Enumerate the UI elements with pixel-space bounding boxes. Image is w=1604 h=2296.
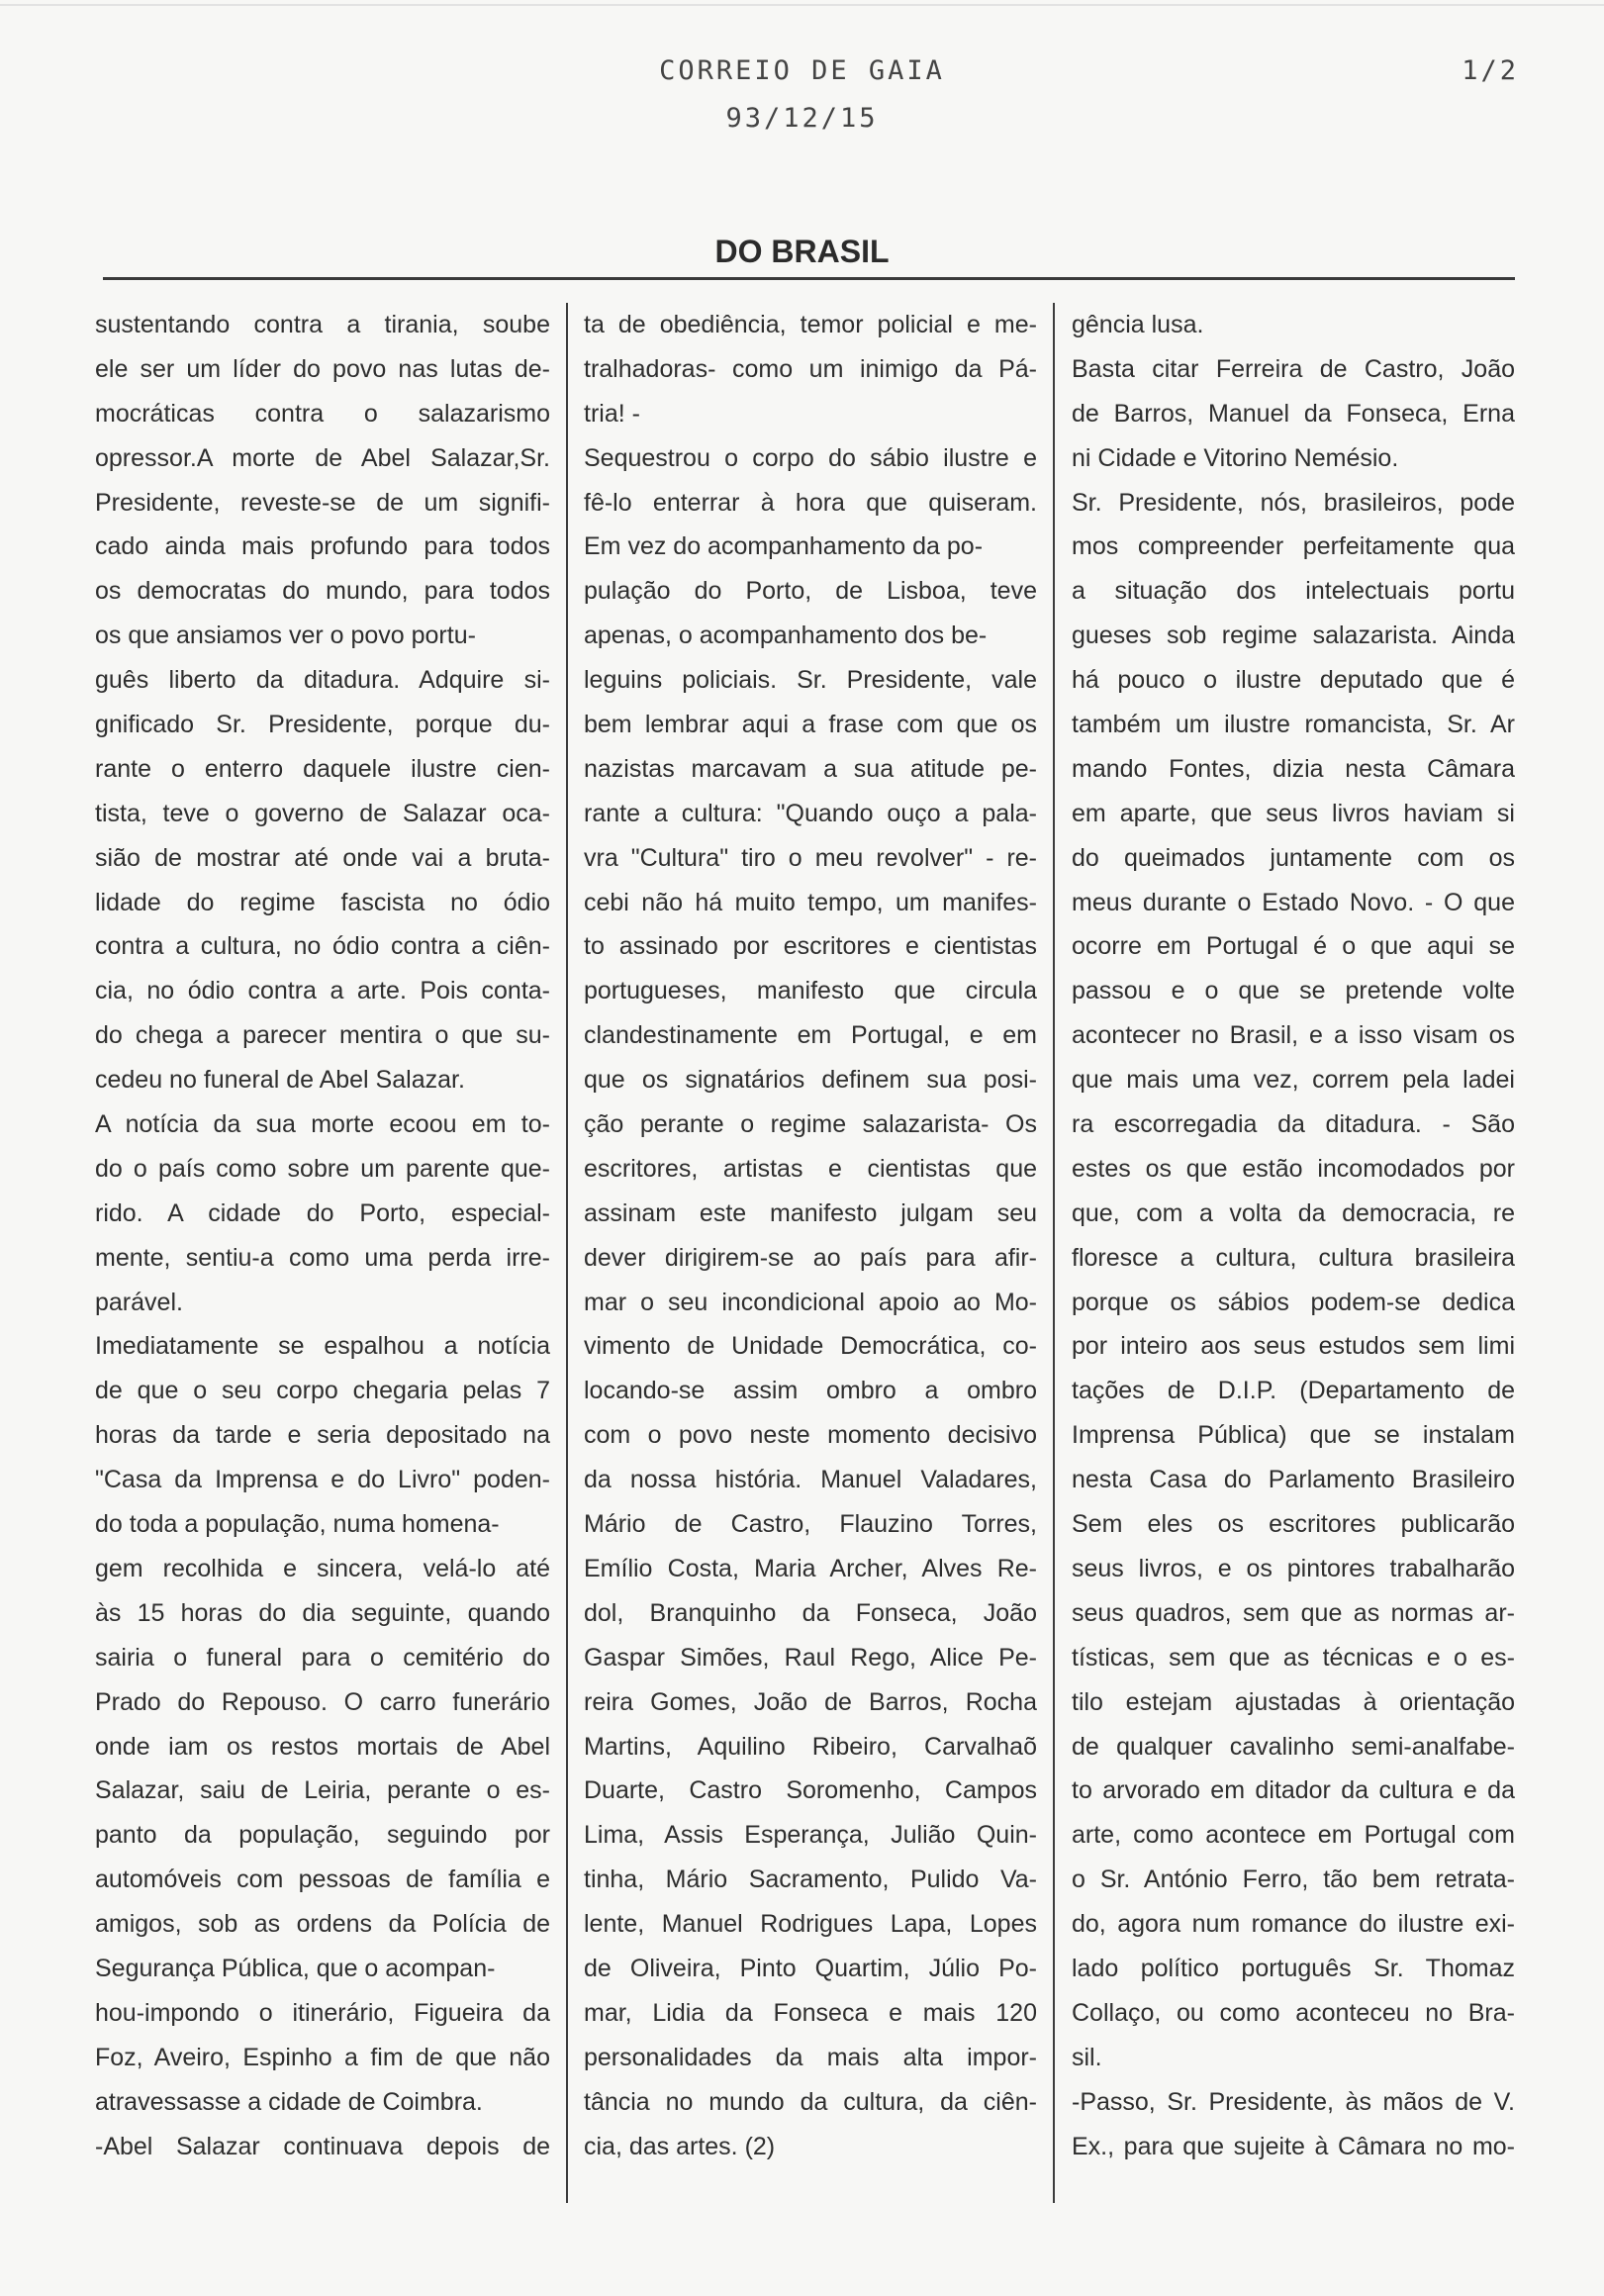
text-line: panto da população, seguindo por (95, 1821, 550, 1850)
text-line: ocorre em Portugal é o que aqui se (1072, 932, 1515, 961)
text-line: Martins, Aquilino Ribeiro, Carvalhaõ (584, 1732, 1037, 1761)
text-line: gência lusa. (1072, 311, 1204, 338)
text-line: portugueses, manifesto que circula (584, 977, 1037, 1005)
text-line: "Casa da Imprensa e do Livro" poden- (95, 1466, 550, 1494)
text-line: com o povo neste momento decisivo (584, 1421, 1037, 1450)
text-line: atravessasse a cidade de Coimbra. (95, 2087, 483, 2116)
text-line: Salazar, saiu de Leiria, perante o es- (95, 1776, 550, 1805)
text-line: Mário de Castro, Flauzino Torres, (584, 1510, 1037, 1539)
text-line: Gaspar Simões, Raul Rego, Alice Pe- (584, 1643, 1037, 1672)
text-line: ni Cidade e Vitorino Nemésio. (1072, 443, 1399, 472)
text-line: personalidades da mais alta impor- (584, 2043, 1037, 2071)
text-line: também um ilustre romancista, Sr. Ar (1072, 711, 1515, 739)
text-line: Duarte, Castro Soromenho, Campos (584, 1776, 1037, 1805)
text-line: Sem eles os escritores publicarão (1072, 1510, 1515, 1539)
section-divider (103, 277, 1515, 280)
text-line: cebi não há muito tempo, um manifes- (584, 888, 1037, 916)
text-line: cia, das artes. (2) (584, 2132, 776, 2160)
text-line: sil. (1072, 2043, 1102, 2071)
text-line: floresce a cultura, cultura brasileira (1072, 1243, 1515, 1272)
text-line: de Oliveira, Pinto Quartim, Júlio Po- (584, 1954, 1037, 1982)
text-line: do toda a população, numa homena- (95, 1510, 500, 1539)
text-line: porque os sábios podem-se dedica (1072, 1288, 1515, 1316)
text-line: tilo estejam ajustadas à orientação (1072, 1687, 1515, 1716)
text-line: do, agora num romance do ilustre exi- (1072, 1910, 1515, 1939)
text-line: onde iam os restos mortais de Abel (95, 1732, 550, 1761)
text-line: apenas, o acompanhamento dos be- (584, 622, 988, 650)
text-line: sustentando contra a tirania, soube (95, 311, 550, 338)
text-line: leguins policiais. Sr. Presidente, vale (584, 666, 1037, 695)
article-column-3 (1072, 303, 1515, 2183)
article-column-2 (584, 303, 1037, 2183)
text-line: Collaço, ou como aconteceu no Bra- (1072, 1998, 1515, 2027)
text-line: clandestinamente em Portugal, e em (584, 1021, 1037, 1050)
text-line: tações de D.I.P. (Departamento de (1072, 1377, 1515, 1405)
text-line: tralhadoras- como um inimigo da Pá- (584, 354, 1037, 383)
text-line: os que ansiamos ver o povo portu- (95, 622, 476, 650)
text-line: lado político português Sr. Thomaz (1072, 1954, 1515, 1982)
text-line: estes os que estão incomodados por (1072, 1154, 1515, 1183)
text-line: Sequestrou o corpo do sábio ilustre e (584, 443, 1037, 472)
text-line: vra "Cultura" tiro o meu revolver" - re- (584, 843, 1037, 872)
text-line: meus durante o Estado Novo. - O que (1072, 888, 1515, 916)
text-line: do queimados juntamente com os (1072, 843, 1515, 872)
text-line: Sr. Presidente, nós, brasileiros, pode (1072, 488, 1515, 517)
text-line: da nossa história. Manuel Valadares, (584, 1466, 1037, 1494)
article-column-1 (95, 303, 550, 2183)
text-line: lente, Manuel Rodrigues Lapa, Lopes (584, 1910, 1037, 1939)
text-line: Emílio Costa, Maria Archer, Alves Re- (584, 1554, 1037, 1582)
text-line: parável. (95, 1288, 183, 1316)
issue-date: 93/12/15 (725, 103, 879, 134)
text-line: locando-se assim ombro a ombro (584, 1377, 1037, 1405)
text-line: do o país como sobre um parente que- (95, 1154, 550, 1183)
text-line: mando Fontes, dizia nesta Câmara (1072, 754, 1515, 783)
text-line: vimento de Unidade Democrática, co- (584, 1332, 1037, 1361)
text-line: cedeu no funeral de Abel Salazar. (95, 1066, 465, 1095)
text-line: automóveis com pessoas de família e (95, 1866, 550, 1894)
text-line: opressor.A morte de Abel Salazar,Sr. (95, 443, 550, 472)
text-line: tria! - (584, 399, 640, 428)
text-line: to arvorado em ditador da cultura e da (1072, 1776, 1515, 1805)
text-line: rante o enterro daquele ilustre cien- (95, 754, 550, 783)
column-divider (1053, 303, 1055, 2203)
text-line: guês liberto da ditadura. Adquire si- (95, 666, 550, 695)
text-line: ele ser um líder do povo nas lutas de- (95, 354, 550, 383)
text-line: de Barros, Manuel da Fonseca, Erna (1072, 399, 1515, 428)
text-line: pulação do Porto, de Lisboa, teve (584, 577, 1037, 606)
text-line: que os signatários definem sua posi- (584, 1066, 1037, 1095)
text-line: cia, no ódio contra a arte. Pois conta- (95, 977, 550, 1005)
text-line: dol, Branquinho da Fonseca, João (584, 1598, 1037, 1627)
text-line: de qualquer cavalinho semi-analfabe- (1072, 1732, 1515, 1761)
text-line: Segurança Pública, que o acompan- (95, 1954, 496, 1982)
text-line: mos compreender perfeitamente qua (1072, 532, 1515, 561)
section-title: DO BRASIL (714, 234, 890, 269)
text-line: mar, Lidia da Fonseca e mais 120 (584, 1998, 1037, 2027)
text-line: A notícia da sua morte ecoou em to- (95, 1110, 550, 1139)
text-line: assinam este manifesto julgam seu (584, 1198, 1037, 1227)
text-line: passou e o que se pretende volte (1072, 977, 1515, 1005)
text-line: nazistas marcavam a sua atitude pe- (584, 754, 1037, 783)
text-line: tista, teve o governo de Salazar oca- (95, 799, 550, 827)
text-line: às 15 horas do dia seguinte, quando (95, 1598, 550, 1627)
text-line: que mais uma vez, correm pela ladei (1072, 1066, 1515, 1095)
masthead (0, 55, 1604, 150)
text-line: bem lembrar aqui a frase com que os (584, 711, 1037, 739)
text-line: rante a cultura: "Quando ouço a pala- (584, 799, 1037, 827)
text-line: em aparte, que seus livros haviam si (1072, 799, 1515, 827)
text-line: -Passo, Sr. Presidente, às mãos de V. (1072, 2087, 1515, 2116)
text-line: por inteiro aos seus estudos sem limi (1072, 1332, 1515, 1361)
text-line: gueses sob regime salazarista. Ainda (1072, 622, 1515, 650)
page-number: 1/2 (1462, 55, 1519, 86)
text-line: Presidente, reveste-se de um signifi- (95, 488, 550, 517)
text-line: de que o seu corpo chegaria pelas 7 (95, 1377, 550, 1405)
text-line: cado ainda mais profundo para todos (95, 532, 550, 561)
text-line: Basta citar Ferreira de Castro, João (1072, 354, 1515, 383)
text-line: escritores, artistas e cientistas que (584, 1154, 1037, 1183)
text-line: Ex., para que sujeite à Câmara no mo- (1072, 2132, 1515, 2160)
top-border-line (0, 4, 1604, 6)
text-line: tância no mundo da cultura, da ciên- (584, 2087, 1037, 2116)
text-line: gnificado Sr. Presidente, porque du- (95, 711, 550, 739)
text-line: rido. A cidade do Porto, especial- (95, 1198, 550, 1227)
text-line: Imediatamente se espalhou a notícia (95, 1332, 550, 1361)
column-divider (566, 303, 568, 2203)
text-line: os democratas do mundo, para todos (95, 577, 550, 606)
text-line: que, com a volta da democracia, re (1072, 1198, 1515, 1227)
text-line: contra a cultura, no ódio contra a ciên- (95, 932, 550, 961)
text-line: reira Gomes, João de Barros, Rocha (584, 1687, 1037, 1716)
text-line: to assinado por escritores e cientistas (584, 932, 1037, 961)
text-line: ção perante o regime salazarista- Os (584, 1110, 1037, 1139)
text-line: horas da tarde e seria depositado na (95, 1421, 550, 1450)
text-line: nesta Casa do Parlamento Brasileiro (1072, 1466, 1515, 1494)
text-line: sairia o funeral para o cemitério do (95, 1643, 550, 1672)
text-line: amigos, sob as ordens da Polícia de (95, 1910, 550, 1939)
text-line: a situação dos intelectuais portu (1072, 577, 1515, 606)
text-line: mar o seu incondicional apoio ao Mo- (584, 1288, 1037, 1316)
text-line: Foz, Aveiro, Espinho a fim de que não (95, 2043, 550, 2071)
text-line: tinha, Mário Sacramento, Pulido Va- (584, 1866, 1037, 1894)
text-line: -Abel Salazar continuava depois de (95, 2132, 550, 2160)
text-line: arte, como acontece em Portugal com (1072, 1821, 1515, 1850)
text-line: há pouco o ilustre deputado que é (1072, 666, 1515, 695)
text-line: lidade do regime fascista no ódio (95, 888, 550, 916)
text-line: tísticas, sem que as técnicas e o es- (1072, 1643, 1515, 1672)
text-line: ta de obediência, temor policial e me- (584, 311, 1037, 338)
text-line: seus quadros, sem que as normas ar- (1072, 1598, 1515, 1627)
text-line: fê-lo enterrar à hora que quiseram. (584, 488, 1037, 517)
text-line: o Sr. António Ferro, tão bem retrata- (1072, 1866, 1515, 1894)
text-line: hou-impondo o itinerário, Figueira da (95, 1998, 550, 2027)
text-line: ra escorregadia da ditadura. - São (1072, 1110, 1515, 1139)
text-line: Em vez do acompanhamento da po- (584, 532, 984, 561)
text-line: sião de mostrar até onde vai a bruta- (95, 843, 550, 872)
text-line: Prado do Repouso. O carro funerário (95, 1687, 550, 1716)
text-line: gem recolhida e sincera, velá-lo até (95, 1554, 550, 1582)
text-line: seus livros, e os pintores trabalharão (1072, 1554, 1515, 1582)
text-line: do chega a parecer mentira o que su- (95, 1021, 550, 1050)
text-line: mente, sentiu-a como uma perda irre- (95, 1243, 550, 1272)
newspaper-name: CORREIO DE GAIA (659, 55, 945, 86)
text-line: dever dirigirem-se ao país para afir- (584, 1243, 1037, 1272)
text-line: Lima, Assis Esperança, Julião Quin- (584, 1821, 1037, 1850)
text-line: Imprensa Pública) que se instalam (1072, 1421, 1515, 1450)
text-line: acontecer no Brasil, e a isso visam os (1072, 1021, 1515, 1050)
text-line: mocráticas contra o salazarismo (95, 399, 550, 428)
